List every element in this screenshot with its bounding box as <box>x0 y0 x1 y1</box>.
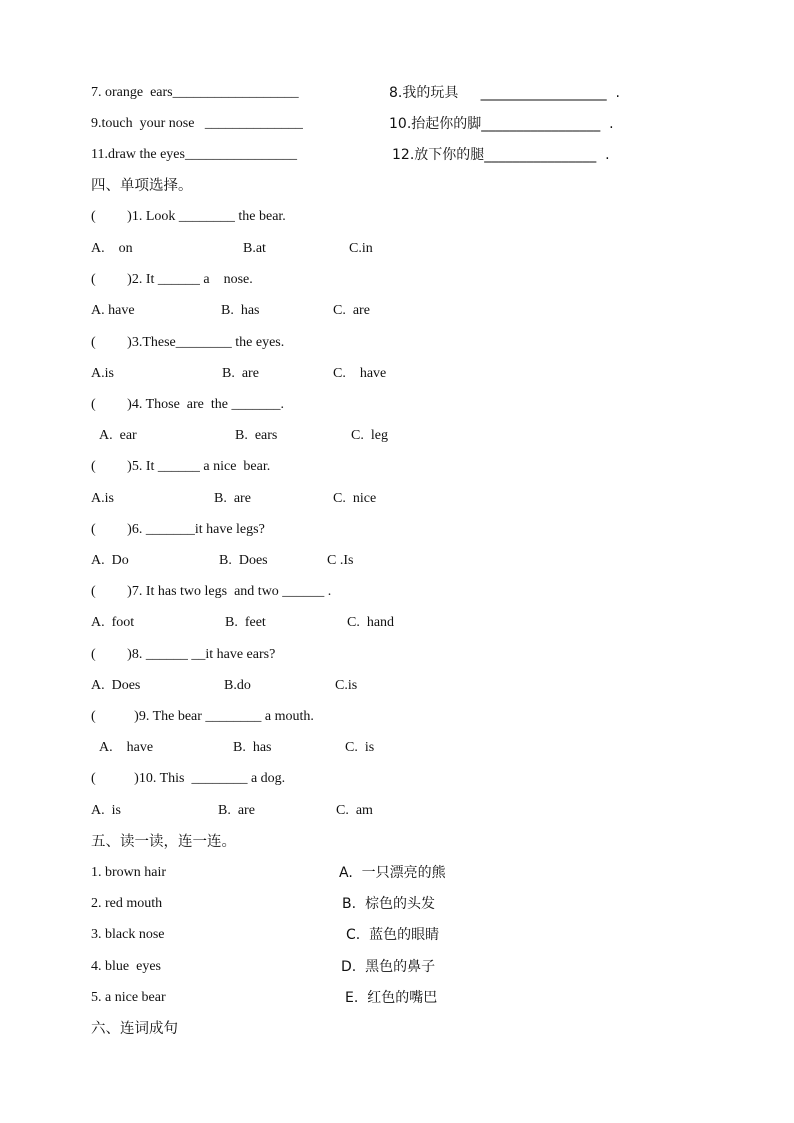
match-left-2: 2. red mouth <box>91 896 163 911</box>
translate-item-9: 9.touch your nose ______________ <box>91 116 303 131</box>
translate-item-12: 12.放下你的腿________________ . <box>392 147 610 163</box>
question-1-option-b: B.at <box>243 241 266 256</box>
question-7-option-c: C. hand <box>347 615 395 630</box>
question-2-option-c: C. are <box>333 303 370 318</box>
question-5-option-a: A.is <box>91 491 114 506</box>
question-3-option-c: C. have <box>333 366 387 381</box>
question-5-stem: ( )5. It ______ a nice bear. <box>91 459 271 474</box>
match-left-1: 1. brown hair <box>91 865 167 880</box>
question-2-option-a: A. have <box>91 303 135 318</box>
question-3-option-a: A.is <box>91 366 114 381</box>
question-4-option-c: C. leg <box>351 428 388 443</box>
question-7-option-b: B. feet <box>225 615 266 630</box>
question-3-option-b: B. are <box>222 366 259 381</box>
translate-item-8: 8.我的玩具 __________________ . <box>389 85 620 101</box>
question-4-stem: ( )4. Those are the _______. <box>91 397 284 412</box>
question-10-option-b: B. are <box>218 803 255 818</box>
question-9-option-c: C. is <box>345 740 375 755</box>
match-right-c: C. 蓝色的眼睛 <box>346 927 440 943</box>
section-4-title: 四、单项选择。 <box>91 178 193 194</box>
question-8-stem: ( )8. ______ __it have ears? <box>91 647 276 662</box>
question-9-option-b: B. has <box>233 740 272 755</box>
match-left-5: 5. a nice bear <box>91 990 166 1005</box>
question-1-option-a: A. on <box>91 241 133 256</box>
match-right-e: E. 红色的嘴巴 <box>345 990 438 1006</box>
question-6-option-b: B. Does <box>219 553 268 568</box>
question-1-option-c: C.in <box>349 241 373 256</box>
question-5-option-b: B. are <box>214 491 251 506</box>
question-8-option-b: B.do <box>224 678 251 693</box>
question-8-option-a: A. Does <box>91 678 141 693</box>
translate-item-7: 7. orange ears__________________ <box>91 85 299 100</box>
question-4-option-a: A. ear <box>99 428 137 443</box>
question-6-option-c: C .Is <box>327 553 354 568</box>
question-10-option-c: C. am <box>336 803 373 818</box>
question-2-option-b: B. has <box>221 303 260 318</box>
match-left-4: 4. blue eyes <box>91 959 161 974</box>
section-5-title: 五、读一读，连一连。 <box>91 834 236 850</box>
question-10-option-a: A. is <box>91 803 121 818</box>
question-3-stem: ( )3.These________ the eyes. <box>91 335 285 350</box>
match-right-d: D. 黑色的鼻子 <box>341 959 436 975</box>
translate-item-11: 11.draw the eyes________________ <box>91 147 297 162</box>
question-2-stem: ( )2. It ______ a nose. <box>91 272 253 287</box>
question-6-stem: ( )6. _______it have legs? <box>91 522 265 537</box>
question-8-option-c: C.is <box>335 678 358 693</box>
match-right-b: B. 棕色的头发 <box>342 896 435 912</box>
question-9-option-a: A. have <box>99 740 154 755</box>
match-left-3: 3. black nose <box>91 927 165 942</box>
translate-item-10: 10.抬起你的脚_________________ . <box>389 116 614 132</box>
match-right-a: A. 一只漂亮的熊 <box>339 865 446 881</box>
question-9-stem: ( )9. The bear ________ a mouth. <box>91 709 314 724</box>
question-5-option-c: C. nice <box>333 491 377 506</box>
question-7-stem: ( )7. It has two legs and two ______ . <box>91 584 332 599</box>
question-1-stem: ( )1. Look ________ the bear. <box>91 209 286 224</box>
section-6-title: 六、连词成句 <box>91 1021 178 1037</box>
question-10-stem: ( )10. This ________ a dog. <box>91 771 286 786</box>
question-7-option-a: A. foot <box>91 615 135 630</box>
question-4-option-b: B. ears <box>235 428 278 443</box>
question-6-option-a: A. Do <box>91 553 129 568</box>
